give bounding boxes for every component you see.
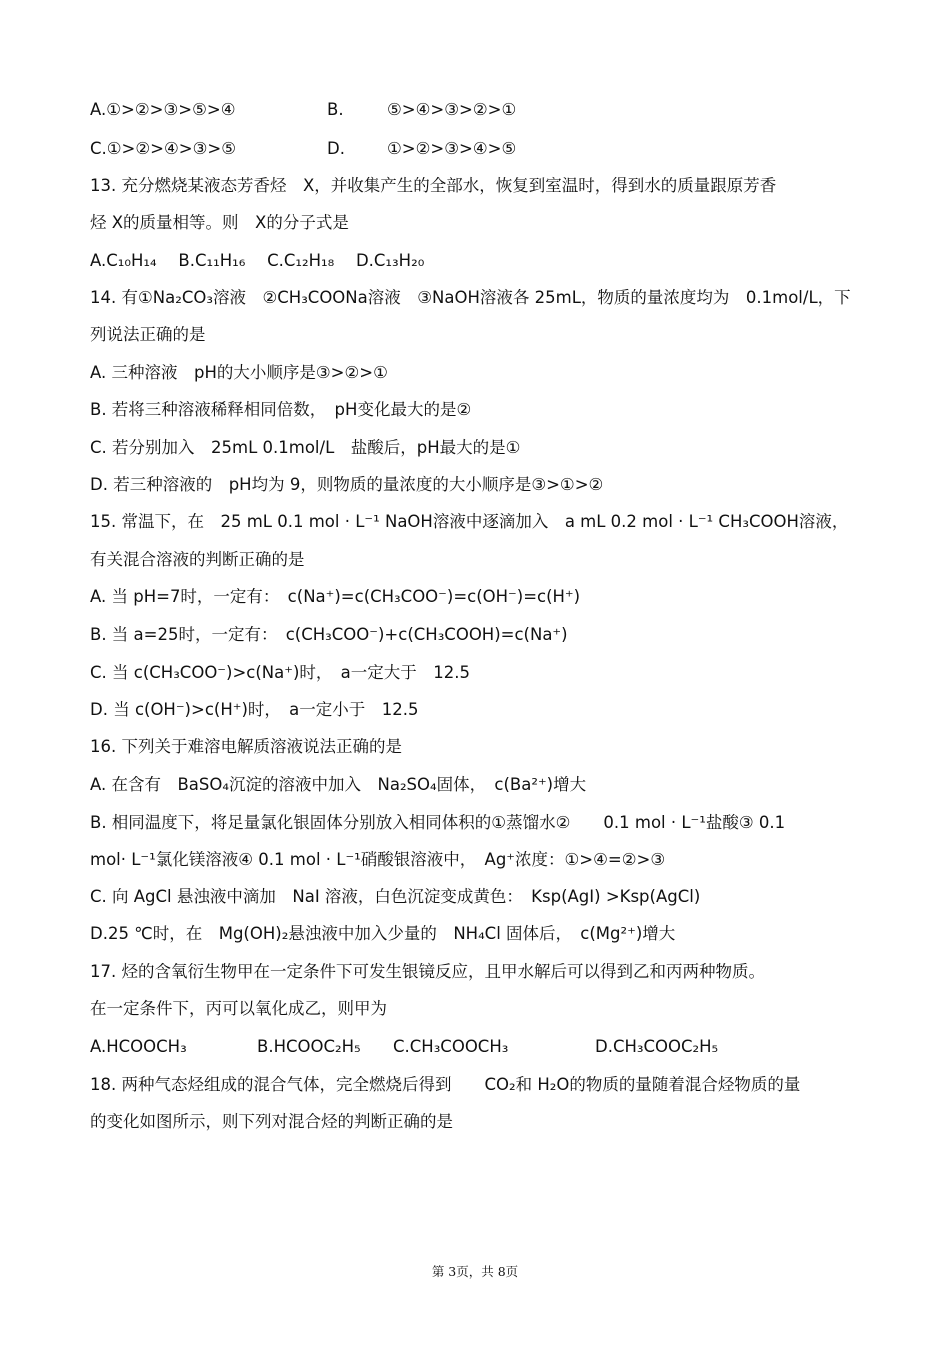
q12-option-a: A.①>②>③>⑤>④ bbox=[90, 100, 236, 119]
q14-option-c: C. 若分别加入 25mL 0.1mol/L 盐酸后，pH最大的是① bbox=[90, 438, 521, 457]
q12-option-b: ⑤>④>③>②>① bbox=[387, 100, 517, 119]
q12-option-c: C.①>②>④>③>⑤ bbox=[90, 139, 237, 158]
q16-option-b-line1: B. 相同温度下，将足量氯化银固体分别放入相同体积的①蒸馏水② 0.1 mol · L⁻¹盐酸③ 0.1 bbox=[90, 813, 786, 832]
q18-stem-line1: 18. 两种气态烃组成的混合气体，完全燃烧后得到 CO₂和 H₂O的物质的量随着混合烃物质的量 bbox=[90, 1075, 801, 1094]
q12-options-row1 bbox=[90, 98, 860, 122]
q15-stem-line2: 有关混合溶液的判断正确的是 bbox=[90, 550, 305, 569]
page-footer: 第 3页，共 8页 bbox=[431, 1264, 519, 1279]
q15-stem-line1: 15. 常温下，在 25 mL 0.1 mol · L⁻¹ NaOH溶液中逐滴加入 a mL 0.2 mol · L⁻¹ CH₃COOH溶液， bbox=[90, 512, 849, 531]
q16-option-c: C. 向 AgCl 悬浊液中滴加 NaI 溶液，白色沉淀变成黄色： Ksp(AgI) >Ksp(AgCl) bbox=[90, 887, 701, 906]
q16-option-d: D.25 ℃时，在 Mg(OH)₂悬浊液中加入少量的 NH₄Cl 固体后， c(Mg²⁺)增大 bbox=[90, 924, 676, 943]
q14-stem-line1: 14. 有①Na₂CO₃溶液 ②CH₃COONa溶液 ③NaOH溶液各 25mL，物质的量浓度均为 0.1mol/L，下 bbox=[90, 288, 851, 307]
q12-option-d: ①>②>③>④>⑤ bbox=[387, 139, 517, 158]
q13-stem-line2: 烃 X的质量相等。则 X的分子式是 bbox=[90, 213, 349, 232]
q15-option-b: B. 当 a=25时，一定有： c(CH₃COO⁻)+c(CH₃COOH)=c(Na⁺) bbox=[90, 625, 568, 644]
q12-options-row2 bbox=[90, 137, 860, 161]
q14-option-b: B. 若将三种溶液稀释相同倍数， pH变化最大的是② bbox=[90, 400, 472, 419]
q16-option-a: A. 在含有 BaSO₄沉淀的溶液中加入 Na₂SO₄固体， c(Ba²⁺)增大 bbox=[90, 775, 587, 794]
q14-option-a: A. 三种溶液 pH的大小顺序是③>②>① bbox=[90, 363, 388, 382]
q14-option-d: D. 若三种溶液的 pH均为 9，则物质的量浓度的大小顺序是③>①>② bbox=[90, 475, 604, 494]
q17-stem-line1: 17. 烃的含氧衍生物甲在一定条件下可发生银镜反应，且甲水解后可以得到乙和丙两种物质。 bbox=[90, 962, 765, 981]
q17-option-a: A.HCOOCH₃ bbox=[90, 1037, 187, 1056]
q17-option-d: D.CH₃COOC₂H₅ bbox=[595, 1037, 719, 1056]
q12-option-d-label: D. bbox=[327, 139, 345, 158]
q17-stem-line2: 在一定条件下，丙可以氧化成乙，则甲为 bbox=[90, 999, 387, 1018]
q17-option-b: B.HCOOC₂H₅ bbox=[257, 1037, 361, 1056]
q18-stem-line2: 的变化如图所示，则下列对混合烃的判断正确的是 bbox=[90, 1112, 453, 1131]
q14-stem-line2: 列说法正确的是 bbox=[90, 325, 206, 344]
q15-option-a: A. 当 pH=7时，一定有： c(Na⁺)=c(CH₃COO⁻)=c(OH⁻)=c(H⁺) bbox=[90, 587, 581, 606]
q16-option-b-line2: mol· L⁻¹氯化镁溶液④ 0.1 mol · L⁻¹硝酸银溶液中， Ag⁺浓度：①>④=②>③ bbox=[90, 850, 666, 869]
q13-options: A.C₁₀H₁₄ B.C₁₁H₁₆ C.C₁₂H₁₈ D.C₁₃H₂₀ bbox=[90, 251, 425, 270]
q12-option-b-label: B. bbox=[327, 100, 344, 119]
q13-stem-line1: 13. 充分燃烧某液态芳香烃 X，并收集产生的全部水，恢复到室温时，得到水的质量跟原芳香 bbox=[90, 176, 777, 195]
q17-option-c: C.CH₃COOCH₃ bbox=[393, 1037, 509, 1056]
q15-option-c: C. 当 c(CH₃COO⁻)>c(Na⁺)时， a一定大于 12.5 bbox=[90, 663, 470, 682]
q16-stem: 16. 下列关于难溶电解质溶液说法正确的是 bbox=[90, 737, 402, 756]
q15-option-d: D. 当 c(OH⁻)>c(H⁺)时， a一定小于 12.5 bbox=[90, 700, 419, 719]
